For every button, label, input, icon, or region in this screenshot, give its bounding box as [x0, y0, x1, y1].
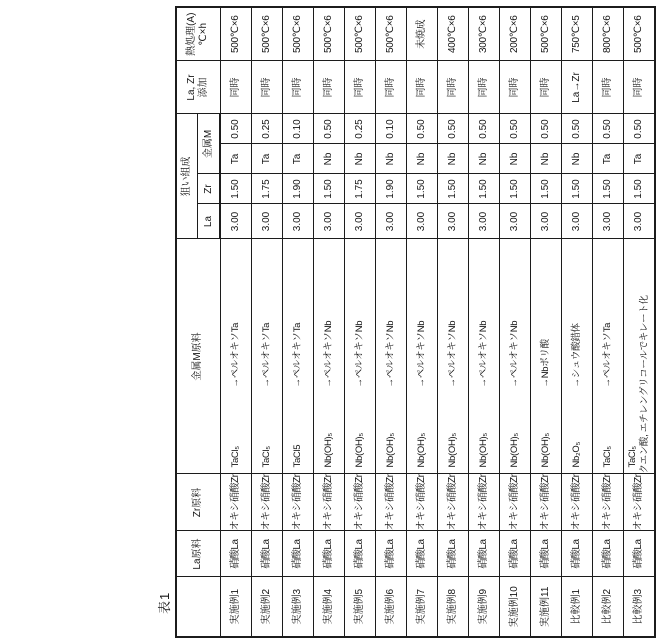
cell-la-value: 3.00: [531, 204, 562, 239]
m-source-process: →ペルオキソNb: [416, 320, 427, 388]
cell-heat-treatment: 800℃×6: [593, 7, 624, 61]
cell-la-value: 3.00: [376, 204, 407, 239]
cell-example-label: 実施例10: [500, 577, 531, 637]
cell-m-source: [314, 239, 345, 474]
header-addition-line2: 添加: [198, 77, 210, 98]
cell-zr-source: オキシ硝酸Zr: [562, 474, 593, 531]
table-row: [376, 7, 407, 637]
cell-m-element: Nb: [407, 144, 438, 174]
cell-zr-source: オキシ硝酸Zr: [531, 474, 562, 531]
cell-example-label: 実施例6: [376, 577, 407, 637]
cell-heat-treatment: 200℃×6: [500, 7, 531, 61]
m-source-process: →ペルオキソNb: [354, 320, 365, 388]
cell-zr-value: 1.50: [438, 174, 469, 204]
cell-la-value: 3.00: [624, 204, 656, 239]
cell-addition: 同時: [531, 61, 562, 114]
cell-zr-value: 1.90: [376, 174, 407, 204]
cell-la-value: 3.00: [500, 204, 531, 239]
cell-heat-treatment: 500℃×6: [220, 7, 252, 61]
cell-la-source: 硝酸La: [345, 531, 376, 577]
table-row: [220, 7, 252, 637]
cell-m-source: [283, 239, 314, 474]
cell-m-element: Nb: [314, 144, 345, 174]
cell-zr-value: 1.50: [220, 174, 252, 204]
cell-m-source: [438, 239, 469, 474]
cell-la-source: 硝酸La: [220, 531, 252, 577]
cell-m-value: 0.50: [314, 114, 345, 144]
cell-zr-value: 1.50: [407, 174, 438, 204]
m-source-formula: TaCl₅: [261, 446, 272, 468]
cell-example-label: 実施例5: [345, 577, 376, 637]
table-row: [593, 7, 624, 637]
cell-la-source: 硝酸La: [252, 531, 283, 577]
cell-m-element: Nb: [500, 144, 531, 174]
m-source-formula: Nb(OH)₅: [478, 433, 489, 468]
cell-heat-treatment: 500℃×6: [345, 7, 376, 61]
cell-m-value: 0.50: [407, 114, 438, 144]
cell-zr-value: 1.50: [469, 174, 500, 204]
m-source-formula: Nb(OH)₅: [540, 433, 551, 468]
cell-m-source: [562, 239, 593, 474]
cell-zr-value: 1.50: [314, 174, 345, 204]
cell-la-value: 3.00: [314, 204, 345, 239]
cell-heat-treatment: 500℃×6: [624, 7, 656, 61]
cell-m-value: 0.10: [283, 114, 314, 144]
header-heat-line1: 熱処理(A): [186, 12, 198, 56]
cell-m-source: [220, 239, 252, 474]
m-source-process: →ペルオキソTa: [261, 322, 272, 388]
cell-heat-treatment: 500℃×6: [252, 7, 283, 61]
m-source-process: →ペルオキソNb: [323, 320, 334, 388]
cell-example-label: 実施例3: [283, 577, 314, 637]
table-body: [220, 7, 655, 637]
cell-m-element: Nb: [469, 144, 500, 174]
cell-m-element: Ta: [283, 144, 314, 174]
cell-la-source: 硝酸La: [531, 531, 562, 577]
cell-example-label: 実施例1: [220, 577, 252, 637]
m-source-process: →ペルオキソNb: [478, 320, 489, 388]
cell-zr-value: 1.75: [252, 174, 283, 204]
cell-m-element: Ta: [220, 144, 252, 174]
cell-la-source: 硝酸La: [593, 531, 624, 577]
m-source-process: →ペルオキソTa: [602, 322, 613, 388]
cell-m-element: Nb: [562, 144, 593, 174]
cell-zr-source: オキシ硝酸Zr: [252, 474, 283, 531]
cell-m-element: Nb: [345, 144, 376, 174]
cell-zr-source: オキシ硝酸Zr: [407, 474, 438, 531]
m-source-formula: Nb₂O₅: [571, 441, 582, 468]
cell-zr-source: オキシ硝酸Zr: [469, 474, 500, 531]
m-source-process: →Nbポリ酸: [540, 339, 551, 388]
header-corner: [176, 577, 220, 637]
cell-m-value: 0.25: [345, 114, 376, 144]
cell-heat-treatment: 未焼成: [407, 7, 438, 61]
header-la: La: [198, 204, 221, 239]
cell-m-value: 0.50: [438, 114, 469, 144]
cell-addition: 同時: [438, 61, 469, 114]
m-source-process: →シュウ酸錯体: [571, 323, 582, 388]
header-metal-m: 金属M: [198, 114, 221, 174]
cell-addition: 同時: [314, 61, 345, 114]
table-row: [500, 7, 531, 637]
cell-la-value: 3.00: [252, 204, 283, 239]
cell-zr-source: オキシ硝酸Zr: [314, 474, 345, 531]
cell-m-value: 0.50: [562, 114, 593, 144]
m-source-formula: Nb(OH)₅: [447, 433, 458, 468]
cell-m-source: [624, 239, 656, 474]
m-source-process: →ペルオキソNb: [385, 320, 396, 388]
cell-zr-value: 1.50: [593, 174, 624, 204]
cell-heat-treatment: 500℃×6: [531, 7, 562, 61]
cell-m-element: Nb: [438, 144, 469, 174]
m-source-process: →ペルオキソNb: [447, 320, 458, 388]
header-target-composition: 狙い組成: [176, 114, 198, 239]
table-row: [407, 7, 438, 637]
header-zr: Zr: [198, 174, 221, 204]
table-row: [624, 7, 656, 637]
cell-m-element: Ta: [624, 144, 656, 174]
cell-heat-treatment: 500℃×6: [314, 7, 345, 61]
cell-example-label: 実施例11: [531, 577, 562, 637]
header-heat-line2: ℃×h: [198, 22, 210, 46]
cell-la-value: 3.00: [469, 204, 500, 239]
cell-la-value: 3.00: [283, 204, 314, 239]
cell-m-source: [252, 239, 283, 474]
cell-m-value: 0.50: [220, 114, 252, 144]
cell-example-label: 実施例2: [252, 577, 283, 637]
cell-m-source: [500, 239, 531, 474]
cell-m-value: 0.50: [531, 114, 562, 144]
cell-example-label: 実施例7: [407, 577, 438, 637]
cell-zr-value: 1.50: [500, 174, 531, 204]
patent-table: [175, 6, 656, 638]
cell-m-source: [345, 239, 376, 474]
cell-zr-source: オキシ硝酸Zr: [624, 474, 656, 531]
cell-m-element: Ta: [252, 144, 283, 174]
m-source-formula: Nb(OH)₅: [323, 433, 334, 468]
cell-heat-treatment: 500℃×6: [376, 7, 407, 61]
header-m-source: 金属M原料: [176, 239, 220, 474]
m-source-formula: TaCl₅: [602, 446, 613, 468]
cell-example-label: 実施例8: [438, 577, 469, 637]
m-source-formula: Nb(OH)₅: [385, 433, 396, 468]
cell-m-value: 0.50: [593, 114, 624, 144]
cell-la-source: 硝酸La: [376, 531, 407, 577]
cell-zr-source: オキシ硝酸Zr: [593, 474, 624, 531]
cell-la-value: 3.00: [220, 204, 252, 239]
cell-m-value: 0.50: [624, 114, 656, 144]
header-la-source: La原料: [176, 531, 220, 577]
m-source-formula: Nb(OH)₅: [416, 433, 427, 468]
cell-la-value: 3.00: [438, 204, 469, 239]
m-source-formula: Nb(OH)₅: [509, 433, 520, 468]
table-row: [469, 7, 500, 637]
table-caption: 表1: [157, 591, 172, 614]
header-addition-line1: La, Zr: [186, 74, 198, 101]
cell-zr-source: オキシ硝酸Zr: [376, 474, 407, 531]
cell-m-source: [469, 239, 500, 474]
cell-example-label: 比較例1: [562, 577, 593, 637]
cell-la-source: 硝酸La: [624, 531, 656, 577]
table-row: [314, 7, 345, 637]
cell-addition: 同時: [283, 61, 314, 114]
cell-m-source: [531, 239, 562, 474]
cell-la-value: 3.00: [593, 204, 624, 239]
cell-heat-treatment: 500℃×6: [283, 7, 314, 61]
cell-addition: 同時: [345, 61, 376, 114]
cell-addition: 同時: [220, 61, 252, 114]
cell-heat-treatment: 300℃×6: [469, 7, 500, 61]
cell-m-value: 0.50: [469, 114, 500, 144]
cell-la-value: 3.00: [562, 204, 593, 239]
m-source-formula: TaCl₅: [627, 446, 638, 468]
cell-zr-source: オキシ硝酸Zr: [345, 474, 376, 531]
cell-zr-source: オキシ硝酸Zr: [438, 474, 469, 531]
cell-m-source: [593, 239, 624, 474]
cell-la-source: 硝酸La: [562, 531, 593, 577]
cell-heat-treatment: 750℃×5: [562, 7, 593, 61]
cell-addition: 同時: [469, 61, 500, 114]
cell-la-source: 硝酸La: [407, 531, 438, 577]
cell-zr-source: オキシ硝酸Zr: [500, 474, 531, 531]
header-addition: [176, 61, 220, 114]
cell-zr-source: オキシ硝酸Zr: [283, 474, 314, 531]
cell-addition: 同時: [624, 61, 656, 114]
cell-zr-source: オキシ硝酸Zr: [220, 474, 252, 531]
m-source-process: クエン酸, エチレングリコールでキレート化: [639, 295, 650, 474]
header-zr-source: Zr原料: [176, 474, 220, 531]
cell-addition: 同時: [376, 61, 407, 114]
table-row: [438, 7, 469, 637]
cell-addition: 同時: [500, 61, 531, 114]
table-row: [345, 7, 376, 637]
table-row: [531, 7, 562, 637]
cell-example-label: 実施例4: [314, 577, 345, 637]
cell-m-value: 0.10: [376, 114, 407, 144]
cell-example-label: 比較例2: [593, 577, 624, 637]
m-source-process: →ペルオキソTa: [292, 322, 303, 388]
header-heat-treatment: [176, 7, 220, 61]
cell-m-source: [407, 239, 438, 474]
cell-zr-value: 1.50: [562, 174, 593, 204]
cell-la-source: 硝酸La: [283, 531, 314, 577]
m-source-process: →ペルオキソNb: [509, 320, 520, 388]
m-source-process: →ペルオキソTa: [229, 322, 241, 388]
cell-m-element: Nb: [376, 144, 407, 174]
cell-la-source: 硝酸La: [438, 531, 469, 577]
cell-example-label: 比較例3: [624, 577, 656, 637]
cell-zr-value: 1.50: [624, 174, 656, 204]
cell-la-source: 硝酸La: [314, 531, 345, 577]
cell-addition: La→Zr: [562, 61, 593, 114]
cell-zr-value: 1.90: [283, 174, 314, 204]
cell-m-element: Nb: [531, 144, 562, 174]
table-row: [562, 7, 593, 637]
cell-heat-treatment: 400℃×6: [438, 7, 469, 61]
cell-la-value: 3.00: [407, 204, 438, 239]
cell-zr-value: 1.75: [345, 174, 376, 204]
cell-la-value: 3.00: [345, 204, 376, 239]
cell-m-value: 0.25: [252, 114, 283, 144]
table-row: [252, 7, 283, 637]
m-source-formula: Nb(OH)₅: [354, 433, 365, 468]
cell-example-label: 実施例9: [469, 577, 500, 637]
cell-la-source: 硝酸La: [500, 531, 531, 577]
m-source-formula: TaCl₅: [229, 446, 241, 468]
table-row: [283, 7, 314, 637]
cell-zr-value: 1.50: [531, 174, 562, 204]
cell-addition: 同時: [252, 61, 283, 114]
cell-m-value: 0.50: [500, 114, 531, 144]
cell-addition: 同時: [407, 61, 438, 114]
cell-addition: 同時: [593, 61, 624, 114]
cell-m-element: Ta: [593, 144, 624, 174]
cell-la-source: 硝酸La: [469, 531, 500, 577]
m-source-formula: TaCl5: [292, 444, 303, 468]
cell-m-source: [376, 239, 407, 474]
